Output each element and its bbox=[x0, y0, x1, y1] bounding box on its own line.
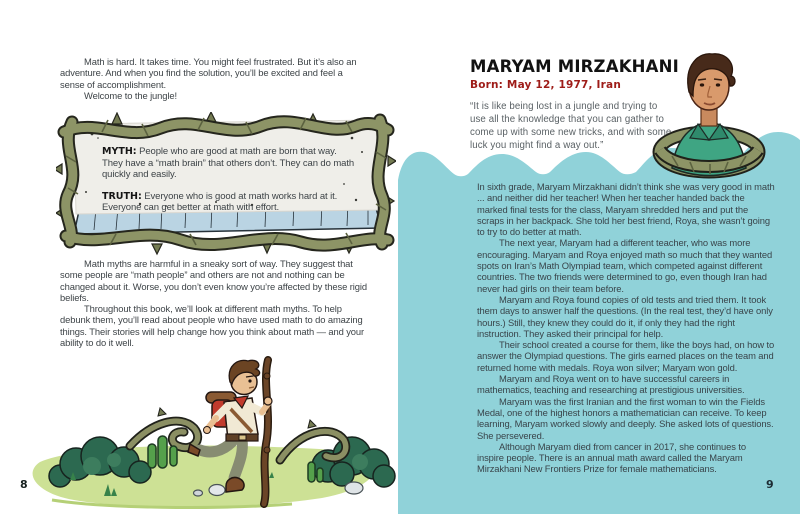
truth-label: TRUTH: bbox=[102, 190, 142, 202]
profile-body bbox=[477, 181, 775, 475]
profile-name: MARYAM MIRZAKHANI bbox=[470, 57, 680, 76]
body-paragraph: The next year, Maryam had a different teacher, who was more encouraging. Maryam and Roya enjoyed math so much that they wanted spots on Iran’s Math Olympiad team, which competed against different countries. The two friends were determined to go, even though Iran had never had girls on their team before. bbox=[477, 237, 773, 294]
body-paragraph: Math myths are harmful in a sneaky sort of way. They suggest that some people are “math people” and others are not and nothing can be changed about it. Worse, you don’t even know you’re affected by these rigid beliefs. bbox=[60, 258, 367, 303]
page-number-right: 9 bbox=[766, 478, 774, 491]
myth-label: MYTH: bbox=[102, 146, 137, 157]
body-paragraph: In sixth grade, Maryam Mirzakhani didn’t think she was very good in math ... and neither did her teacher! When her teacher handed back the marked final tests for the class, Maryam shredded hers and put the scraps in her backpack. She told her best friend, Roya, she wasn’t going to try to do better at math. bbox=[477, 181, 775, 238]
body-paragraph: Throughout this book, we’ll look at different math myths. To help debunk them, you’ll read about people who have used math to do amazing things. Their stories will help change how you think about math — and your ability to do it well. bbox=[60, 303, 365, 349]
left-intro bbox=[60, 56, 368, 101]
boy-hand bbox=[264, 397, 272, 405]
left-body bbox=[60, 258, 370, 348]
maryam-portrait bbox=[652, 46, 767, 180]
intro-welcome-line: Welcome to the jungle! bbox=[84, 89, 177, 101]
body-paragraph: Maryam and Roya went on to have successful careers in mathematics, teaching and researching at prestigious universities. bbox=[477, 373, 745, 396]
profile-quote: “It is like being lost in a jungle and trying to use all the knowledge that you can gather to come up with some new tricks, and with some luck you might find a way out.” bbox=[470, 101, 672, 151]
intro-paragraph: Math is hard. It takes time. You might feel frustrated. But it’s also an adventure. And when you find the solution, you’ll be excited and feel a sense of accomplishment. bbox=[60, 56, 357, 90]
body-paragraph: Their school created a course for them, like the boys had, on how to answer the Olympiad questions. The girls earned places on the team and returned home with medals. Roya won silver; Maryam won gold. bbox=[477, 339, 775, 373]
page-number-left: 8 bbox=[20, 478, 28, 491]
jungle-boy-illustration bbox=[12, 350, 397, 512]
body-paragraph: Maryam was the first Iranian and the first woman to win the Fields Medal, one of the highest honors a mathematician can receive. To keep learning, Maryam worked slowly and deeply. She asked lots of questions. She persevered. bbox=[477, 395, 774, 441]
body-paragraph: Although Maryam died from cancer in 2017, she continues to inspire people. There is an annual math award called the Maryam Mirzakhani New Frontiers Prize for female mathematicians. bbox=[477, 440, 746, 475]
profile-born-line: Born: May 12, 1977, Iran bbox=[470, 79, 622, 91]
myth-statement: MYTH: People who are good at math are born that way. They have a “math brain” that others don’t. They can do math quickly and easily. bbox=[102, 146, 355, 181]
front-boot bbox=[226, 477, 244, 492]
body-paragraph: Maryam and Roya found copies of old tests and tried them. It took them days to answer half the questions. (In the real test, they’d have only hours.) Still, they knew they could do it, if only they had the right instruction. They asked their principal for help. bbox=[477, 293, 773, 339]
right-bush bbox=[312, 437, 395, 487]
myth-truth-box bbox=[102, 146, 358, 224]
truth-statement: TRUTH: Everyone who is good at math works hard at it. Everyone can get better at math with effort. bbox=[102, 190, 338, 214]
